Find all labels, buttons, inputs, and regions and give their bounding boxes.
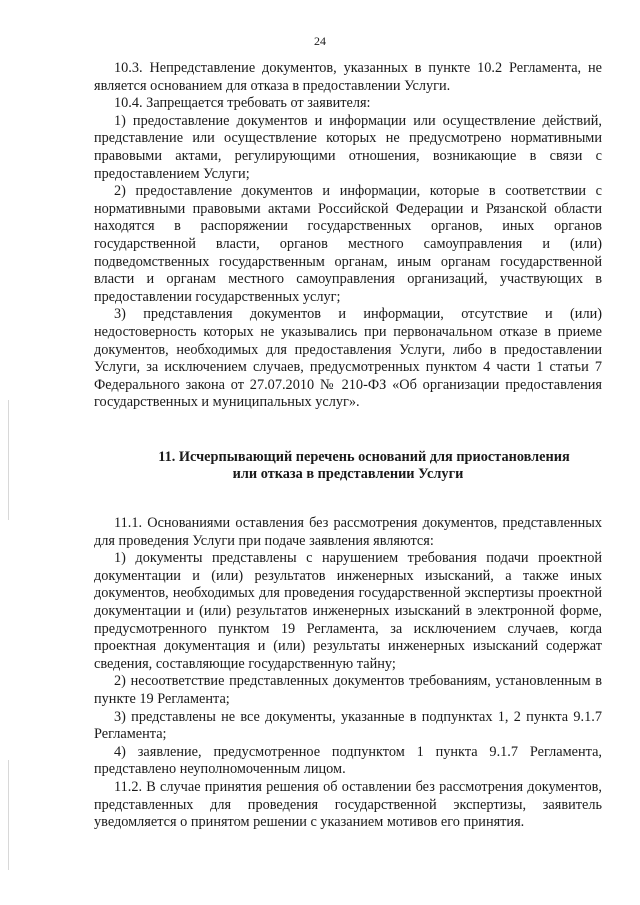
paragraph-10-4: 10.4. Запрещается требовать от заявителя: [114, 95, 371, 112]
paragraph-11-1-item-2: 2) несоответствие представленных документов требованиям, установленным в пункте 19 Регламента; [94, 673, 602, 707]
paragraph-11-1-item-1: 1) документы представлены с нарушением требования подачи проектной документации и (или) результатов инженерных изысканий, а также иных документов, необходимых для проведения государственной экспертизы проектной документации и (или) результатов инженерных изысканий в электронной форме, предусмотренного пунктом 19 Регламента, за исключением случаев, когда проектная документация и (или) результаты инженерных изысканий содержат сведения, составляющие государственную тайну; [94, 550, 602, 672]
section-heading-line-1: 11. Исчерпывающий перечень оснований для приостановления [158, 448, 570, 465]
document-body [94, 60, 602, 832]
paragraph-11-2: 11.2. В случае принятия решения об оставлении без рассмотрения документов, представленных для проведения государственной экспертизы, заявитель уведомляется о принятом решении с указанием мотивов его принятия. [94, 778, 602, 831]
paragraph-10-4-item-2: 2) предоставление документов и информации, которые в соответствии с нормативными правовыми актами Российской Федерации и Рязанской области находятся в распоряжении государственных органов, иных органов государственной власти, органов местного самоуправления и (или) подведомственных государственным органам, иным органам государственной власти и органам местного самоуправления организаций, участвующих в предоставлении государственных услуг; [94, 183, 602, 305]
paragraph-11-1: 11.1. Основаниями оставления без рассмотрения документов, представленных для проведения Услуги при подаче заявления являются: [94, 515, 602, 549]
section-heading-line-2: или отказа в представлении Услуги [232, 466, 464, 483]
paragraph-10-3: 10.3. Непредставление документов, указанных в пункте 10.2 Регламента, не является основанием для отказа в предоставлении Услуги. [94, 60, 602, 94]
paragraph-10-4-item-3: 3) представления документов и информации, отсутствие и (или) недостоверность которых не указывались при первоначальном отказе в приеме документов, необходимых для предоставления Услуги, либо в предоставлении Услуги, за исключением случаев, предусмотренных пунктом 4 части 1 статьи 7 Федерального закона от 27.07.2010 № 210-ФЗ «Об организации предоставления государственных и муниципальных услуг». [94, 306, 602, 411]
scan-edge-mark [8, 400, 9, 520]
scan-edge-mark [8, 760, 9, 870]
section-heading [94, 449, 602, 484]
paragraph-11-1-item-4: 4) заявление, предусмотренное подпунктом 1 пункта 9.1.7 Регламента, представлено неуполномоченным лицом. [94, 743, 602, 778]
page-number: 24 [314, 34, 326, 48]
paragraph-11-1-item-3: 3) представлены не все документы, указанные в подпунктах 1, 2 пункта 9.1.7 Регламента; [94, 708, 602, 743]
paragraph-10-4-item-1: 1) предоставление документов и информации или осуществление действий, представление или осуществление которых не предусмотрено нормативными правовыми актами, регулирующими отношения, возникающие в связи с предоставлением Услуги; [94, 112, 602, 182]
